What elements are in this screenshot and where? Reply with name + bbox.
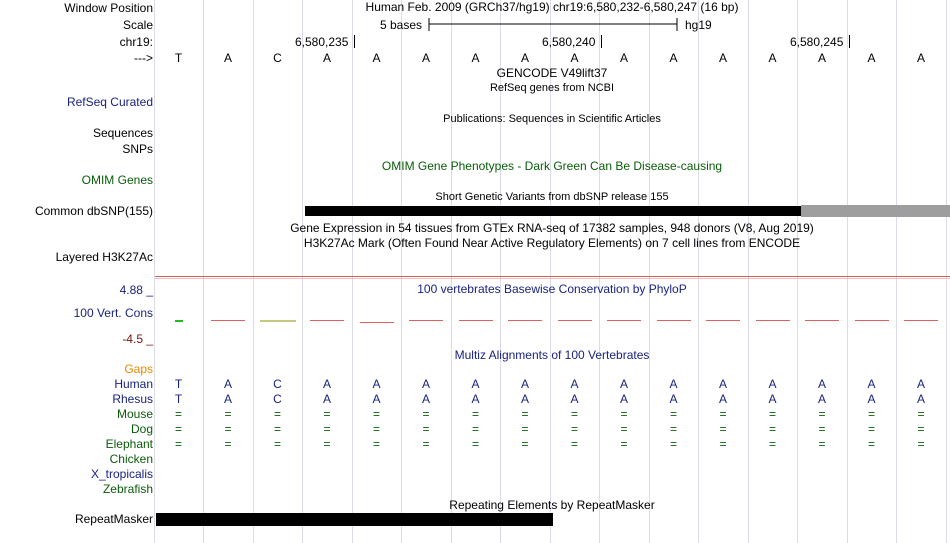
dbsnp-track-title[interactable]: Short Genetic Variants from dbSNP release 155: [435, 191, 669, 203]
alignment-base: =: [669, 407, 677, 421]
alignment-base: =: [224, 407, 232, 421]
sequence-base: A: [867, 51, 876, 65]
alignment-base: =: [570, 407, 578, 421]
alignment-base: =: [174, 437, 182, 451]
alignment-base: =: [669, 437, 677, 451]
position-tick: [849, 35, 850, 48]
conservation-mark: [607, 320, 641, 321]
conservation-mark: [855, 320, 889, 321]
alignment-base: =: [323, 437, 331, 451]
alignment-base: =: [323, 422, 331, 436]
sequences-track-label[interactable]: Sequences: [92, 126, 153, 140]
alignment-base: A: [768, 377, 777, 391]
repeatmasker-track-title[interactable]: Repeating Elements by RepeatMasker: [449, 498, 655, 512]
multiz-track-title[interactable]: Multiz Alignments of 100 Vertebrates: [454, 348, 650, 362]
snps-track-label[interactable]: SNPs: [122, 142, 153, 156]
conservation-track-label[interactable]: 100 Vert. Cons: [73, 306, 153, 320]
alignment-base: A: [817, 392, 826, 406]
sequence-base: A: [817, 51, 826, 65]
alignment-base: =: [323, 407, 331, 421]
alignment-base: =: [867, 422, 875, 436]
conservation-mark: [756, 320, 790, 321]
species-label-zebrafish: Zebrafish: [102, 482, 153, 496]
alignment-base: A: [867, 377, 876, 391]
publications-track-title[interactable]: Publications: Sequences in Scientific Articles: [443, 113, 661, 125]
sequence-base: A: [570, 51, 579, 65]
sequence-base: A: [421, 51, 430, 65]
sequence-base: A: [322, 51, 331, 65]
alignment-base: =: [521, 422, 529, 436]
species-label-chicken: Chicken: [109, 452, 153, 466]
conservation-mark: [175, 320, 183, 322]
sequence-base: T: [174, 51, 183, 65]
alignment-base: =: [174, 422, 182, 436]
repeatmasker-track-label[interactable]: RepeatMasker: [74, 512, 153, 526]
alignment-base: =: [867, 437, 875, 451]
species-label-mouse: Mouse: [116, 407, 153, 421]
alignment-base: A: [471, 392, 480, 406]
track-divider: [155, 276, 950, 277]
gaps-label: Gaps: [124, 362, 153, 376]
alignment-base: =: [768, 407, 776, 421]
alignment-base: =: [273, 407, 281, 421]
alignment-base: A: [916, 377, 925, 391]
alignment-base: =: [917, 407, 925, 421]
alignment-base: A: [223, 392, 232, 406]
alignment-base: A: [372, 377, 381, 391]
scale-label[interactable]: Scale: [122, 18, 153, 32]
sequence-base: A: [223, 51, 232, 65]
alignment-base: A: [520, 392, 529, 406]
alignment-base: =: [620, 407, 628, 421]
alignment-base: A: [471, 377, 480, 391]
alignment-base: A: [421, 377, 430, 391]
sequence-base: A: [471, 51, 480, 65]
conservation-mark: [459, 320, 493, 321]
repeatmasker-element-bar[interactable]: [156, 513, 553, 526]
conservation-mark: [706, 320, 740, 321]
alignment-base: A: [570, 392, 579, 406]
sequence-base: A: [669, 51, 678, 65]
alignment-base: =: [719, 437, 727, 451]
phylop-min-label: -4.5 _: [122, 332, 153, 346]
sequence-base: A: [768, 51, 777, 65]
alignment-base: =: [867, 407, 875, 421]
window-position-label: Window Position: [64, 1, 153, 15]
alignment-base: =: [570, 437, 578, 451]
conservation-mark: [657, 320, 691, 321]
scale-length: 5 bases: [380, 18, 423, 32]
gencode-track-title[interactable]: GENCODE V49lift37: [496, 66, 608, 80]
conservation-mark: [360, 322, 394, 323]
alignment-base: T: [174, 392, 183, 406]
alignment-base: =: [174, 407, 182, 421]
h3k27ac-track-title[interactable]: H3K27Ac Mark (Often Found Near Active Regulatory Elements) on 7 cell lines from ENCODE: [303, 236, 801, 250]
refseq-track-label[interactable]: RefSeq Curated: [66, 95, 153, 109]
alignment-base: =: [372, 437, 380, 451]
dbsnp-track-label[interactable]: Common dbSNP(155): [34, 204, 153, 218]
species-label-rhesus: Rhesus: [112, 392, 153, 406]
alignment-base: =: [471, 437, 479, 451]
alignment-base: =: [372, 422, 380, 436]
alignment-base: =: [768, 437, 776, 451]
alignment-base: =: [620, 437, 628, 451]
species-label-dog: Dog: [130, 422, 153, 436]
alignment-base: A: [421, 392, 430, 406]
alignment-base: A: [867, 392, 876, 406]
chrom-label: chr19:: [119, 35, 153, 49]
species-label-x_tropicalis: X_tropicalis: [90, 467, 153, 481]
sequence-base: C: [273, 51, 282, 65]
scale-assembly: hg19: [685, 18, 712, 32]
alignment-base: =: [422, 422, 430, 436]
conservation-mark: [805, 320, 839, 321]
alignment-base: A: [718, 392, 727, 406]
alignment-base: =: [224, 437, 232, 451]
omim-track-label[interactable]: OMIM Genes: [81, 173, 153, 187]
alignment-base: =: [570, 422, 578, 436]
sequence-base: A: [520, 51, 529, 65]
alignment-base: C: [273, 377, 282, 391]
gtex-track-title[interactable]: Gene Expression in 54 tissues from GTEx RNA-seq of 17382 samples, 948 donors (V8, Aug 2019): [290, 221, 814, 235]
alignment-base: A: [372, 392, 381, 406]
alignment-base: A: [619, 392, 628, 406]
conservation-mark: [508, 320, 542, 321]
position-tick: [354, 35, 355, 48]
alignment-base: A: [669, 392, 678, 406]
sequence-base: A: [372, 51, 381, 65]
alignment-base: =: [273, 437, 281, 451]
alignment-base: =: [917, 437, 925, 451]
alignment-base: T: [174, 377, 183, 391]
alignment-base: A: [223, 377, 232, 391]
alignment-base: =: [422, 437, 430, 451]
species-label-elephant: Elephant: [105, 437, 153, 451]
position-tick-label: 6,580,245: [790, 35, 844, 49]
alignment-base: A: [768, 392, 777, 406]
alignment-base: =: [273, 422, 281, 436]
species-label-human: Human: [114, 377, 153, 391]
alignment-base: A: [322, 377, 331, 391]
alignment-base: =: [521, 437, 529, 451]
phylop-track-title[interactable]: 100 vertebrates Basewise Conservation by PhyloP: [417, 282, 687, 296]
conservation-mark: [409, 320, 443, 321]
conservation-mark: [211, 320, 245, 321]
track-divider: [155, 278, 950, 279]
conservation-mark: [260, 320, 296, 322]
position-tick-label: 6,580,240: [542, 35, 596, 49]
strand-arrow-label: --->: [134, 51, 153, 65]
alignment-base: A: [520, 377, 529, 391]
alignment-base: A: [619, 377, 628, 391]
conservation-mark: [558, 320, 592, 321]
phylop-max-label: 4.88 _: [119, 283, 153, 297]
sequence-base: A: [619, 51, 628, 65]
alignment-base: =: [620, 422, 628, 436]
alignment-base: A: [669, 377, 678, 391]
alignment-base: =: [719, 422, 727, 436]
h3k27ac-track-label[interactable]: Layered H3K27Ac: [55, 250, 153, 264]
alignment-base: =: [818, 422, 826, 436]
conservation-mark: [310, 320, 344, 321]
dbsnp-variant-bar[interactable]: [305, 206, 801, 216]
alignment-base: =: [768, 422, 776, 436]
alignment-base: =: [669, 422, 677, 436]
alignment-base: =: [818, 407, 826, 421]
conservation-mark: [904, 320, 938, 321]
alignment-base: =: [372, 407, 380, 421]
dbsnp-variant-bar-gray[interactable]: [801, 205, 950, 217]
alignment-base: A: [817, 377, 826, 391]
sequence-base: A: [916, 51, 925, 65]
alignment-base: A: [322, 392, 331, 406]
alignment-base: C: [273, 392, 282, 406]
alignment-base: =: [471, 407, 479, 421]
alignment-base: A: [718, 377, 727, 391]
alignment-base: A: [916, 392, 925, 406]
position-tick: [601, 35, 602, 48]
omim-track-title[interactable]: OMIM Gene Phenotypes - Dark Green Can Be Disease-causing: [381, 159, 723, 173]
refseq-track-subtitle: RefSeq genes from NCBI: [489, 82, 615, 94]
alignment-base: =: [818, 437, 826, 451]
alignment-base: =: [719, 407, 727, 421]
alignment-base: =: [917, 422, 925, 436]
alignment-base: =: [224, 422, 232, 436]
alignment-base: A: [570, 377, 579, 391]
alignment-base: =: [521, 407, 529, 421]
sequence-base: A: [718, 51, 727, 65]
alignment-base: =: [422, 407, 430, 421]
alignment-base: =: [471, 422, 479, 436]
position-tick-label: 6,580,235: [295, 35, 349, 49]
window-position-value: Human Feb. 2009 (GRCh37/hg19) chr19:6,580,232-6,580,247 (16 bp): [365, 0, 739, 14]
